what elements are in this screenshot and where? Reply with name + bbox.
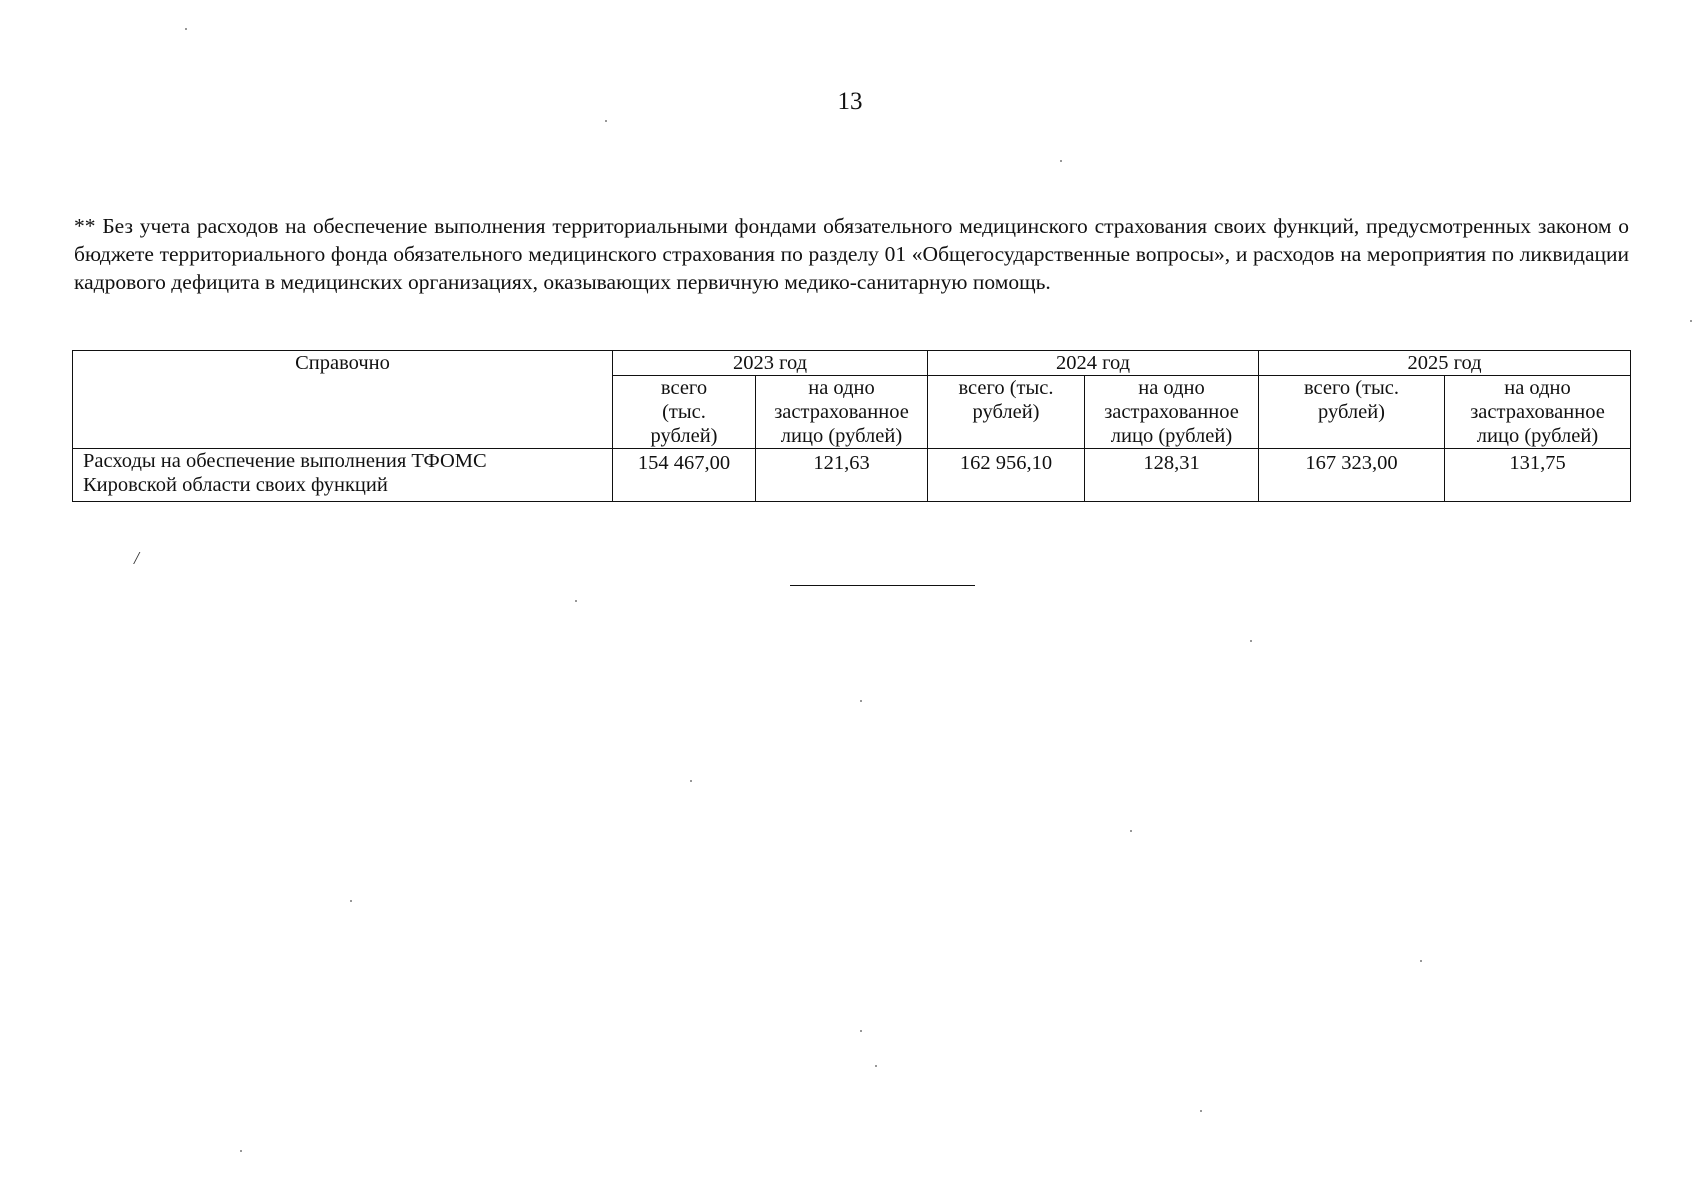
scan-speck	[605, 120, 607, 122]
scan-speck	[575, 600, 577, 602]
value-2024-per-person: 128,31	[1085, 449, 1259, 502]
subheader-2023-total: всего (тыс. рублей)	[613, 376, 756, 449]
table-row	[73, 449, 1631, 502]
footnote-text: ** Без учета расходов на обеспечение выполнения территориальными фондами обязательного медицинского страхования своих функций, предусмотренных законом о бюджете территориального фонда обязательного медицинского страхования по разделу 01 «Общегосударственные вопросы», и расходов на мероприятия по ликвидации кадрового дефицита в медицинских организациях, оказывающих первичную медико-санитарную помощь.	[74, 213, 1629, 294]
value-2023-per-person: 121,63	[756, 449, 928, 502]
year-header-2023: 2023 год	[613, 351, 928, 376]
scan-speck	[1200, 1110, 1202, 1112]
subheader-2024-total: всего (тыс. рублей)	[928, 376, 1085, 449]
table-header-row	[73, 351, 1631, 376]
row-label: Расходы на обеспечение выполнения ТФОМС Кировской области своих функций	[73, 449, 613, 502]
scan-speck	[690, 780, 692, 782]
scan-speck	[350, 900, 352, 902]
scan-speck	[185, 28, 187, 30]
scan-speck	[240, 1150, 242, 1152]
value-2025-total: 167 323,00	[1259, 449, 1445, 502]
subheader-2024-per-person: на одно застрахованное лицо (рублей)	[1085, 376, 1259, 449]
year-header-2025: 2025 год	[1259, 351, 1631, 376]
subheader-2023-per-person: на одно застрахованное лицо (рублей)	[756, 376, 928, 449]
stray-slash-mark: /	[134, 548, 140, 568]
scan-speck	[1130, 830, 1132, 832]
reference-table	[72, 350, 1631, 502]
scan-speck	[860, 700, 862, 702]
scan-speck	[875, 1065, 877, 1067]
scan-speck	[1250, 640, 1252, 642]
value-2024-total: 162 956,10	[928, 449, 1085, 502]
page-number: 13	[837, 88, 863, 115]
year-header-2024: 2024 год	[928, 351, 1259, 376]
scan-speck	[1420, 960, 1422, 962]
scan-speck	[1690, 320, 1692, 322]
subheader-2025-per-person: на одно застрахованное лицо (рублей)	[1445, 376, 1631, 449]
subheader-2025-total: всего (тыс. рублей)	[1259, 376, 1445, 449]
end-of-text-rule	[790, 585, 975, 586]
value-2023-total: 154 467,00	[613, 449, 756, 502]
scan-speck	[1060, 160, 1062, 162]
table-header-label: Справочно	[73, 351, 613, 449]
scan-speck	[860, 1030, 862, 1032]
value-2025-per-person: 131,75	[1445, 449, 1631, 502]
